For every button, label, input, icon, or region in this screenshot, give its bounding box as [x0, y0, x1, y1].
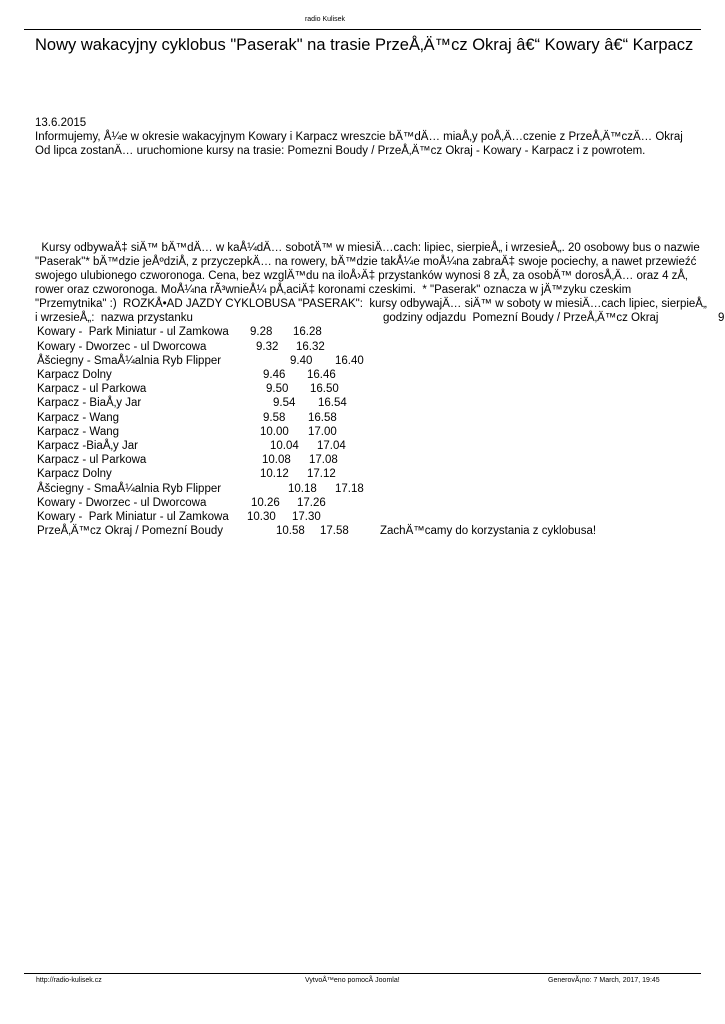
schedule-stop: Kowary - Dworzec - ul Dworcowa [37, 497, 207, 509]
schedule-time-morning: 9.28 [250, 326, 273, 338]
schedule-stop: Karpacz - ul Parkowa [37, 454, 147, 466]
intro-line-2: Od lipca zostanÄ… uruchomione kursy na trasie: Pomezni Boudy / PrzeÅ‚Ä™cz Okraj - Kowary - Karpacz i z powrotem. [35, 145, 646, 157]
schedule-time-afternoon: 17.18 [335, 483, 364, 495]
schedule-stop: Karpacz - BiaÅ‚y Jar [37, 397, 142, 409]
schedule-time-morning: 9.54 [273, 397, 296, 409]
article-title: Nowy wakacyjny cyklobus "Paserak" na trasie PrzeÅ‚Ä™cz Okraj â€“ Kowary â€“ Karpacz [35, 36, 694, 54]
paragraph-line-4: rower oraz czworonoga. MoÅ¼na rÃ³wnieÅ¼ pÅ‚aciÄ‡ koronami czeskimi. * "Paserak" oznacza w jÄ™zyku czeskim [35, 284, 632, 296]
schedule-time-morning: 9.58 [263, 412, 286, 424]
schedule-time-afternoon: 16.46 [307, 369, 336, 381]
intro-line-1: Informujemy, Å¼e w okresie wakacyjnym Kowary i Karpacz wreszcie bÄ™dÄ… miaÅ‚y poÅ‚Ä…czenie z PrzeÅ‚Ä™czÄ… Okraj [35, 131, 683, 143]
schedule-time-afternoon: 17.58 [320, 525, 349, 537]
schedule-stop: Kowary - Park Miniatur - ul Zamkowa [37, 511, 229, 523]
schedule-time-morning: 9.40 [290, 355, 313, 367]
schedule-time-morning: 10.08 [262, 454, 291, 466]
article-date: 13.6.2015 [35, 117, 87, 129]
schedule-time-afternoon: 16.58 [308, 412, 337, 424]
schedule-time-afternoon: 17.04 [317, 440, 346, 452]
schedule-stop: PrzeÅ‚Ä™cz Okraj / Pomezní Boudy [37, 525, 223, 537]
schedule-stop: Karpacz - Wang [37, 426, 120, 438]
schedule-time-afternoon: 17.00 [308, 426, 337, 438]
schedule-time-afternoon: 16.54 [318, 397, 347, 409]
closing-note: ZachÄ™camy do korzystania z cyklobusa! [380, 525, 597, 537]
schedule-time-morning: 10.04 [270, 440, 299, 452]
schedule-stop: Karpacz Dolny [37, 369, 112, 381]
schedule-time-afternoon: 16.40 [335, 355, 364, 367]
schedule-time-morning: 9.50 [266, 383, 289, 395]
schedule-time-afternoon: 17.12 [307, 468, 336, 480]
footer-divider [24, 973, 701, 974]
schedule-stop: Karpacz - Wang [37, 412, 120, 424]
schedule-time-morning: 10.58 [276, 525, 305, 537]
schedule-stop: Karpacz Dolny [37, 468, 112, 480]
schedule-time-afternoon: 16.50 [310, 383, 339, 395]
schedule-time-afternoon: 16.32 [296, 341, 325, 353]
schedule-time-afternoon: 17.30 [292, 511, 321, 523]
paragraph-line-5: "Przemytnika" :) ROZKÅ•AD JAZDY CYKLOBUSA "PASERAK": kursy odbywajÄ… siÄ™ w soboty w miesiÄ…cach lipiec, sierpieÅ„ [35, 298, 707, 310]
schedule-time-morning: 9.32 [256, 341, 279, 353]
schedule-time-morning: 10.18 [288, 483, 317, 495]
schedule-stop: Åšciegny - SmaÅ¼alnia Ryb Flipper [37, 483, 222, 495]
schedule-time-morning: 10.00 [260, 426, 289, 438]
schedule-stop: Åšciegny - SmaÅ¼alnia Ryb Flipper [37, 355, 222, 367]
schedule-time-morning: 10.26 [251, 497, 280, 509]
schedule-stop: Karpacz -BiaÅ‚y Jar [37, 440, 138, 452]
paragraph-line-2: "Paserak"* bÄ™dzie jeÅºdziÅ‚ z przyczepkÄ… na rowery, bÄ™dzie takÅ¼e moÅ¼na zabraÄ‡ swoje pociechy, a nawet przewieźć [35, 256, 697, 268]
schedule-time-morning: 10.30 [247, 511, 276, 523]
site-name: radio Kulisek [304, 16, 346, 23]
paragraph-line-3: swojego ulubionego czworonoga. Cena, bez wzglÄ™du na iloÅ›Ä‡ przystanków wynosi 8 zÅ‚ za osobÄ™ dorosÅ‚Ä… oraz 4 zÅ‚ [35, 270, 688, 282]
schedule-time-afternoon: 16.28 [293, 326, 322, 338]
footer-generated: GenerovÃ¡no: 7 March, 2017, 19:45 [548, 977, 660, 984]
header-divider [24, 29, 701, 30]
paragraph-line-1: Kursy odbywaÄ‡ siÄ™ bÄ™dÄ… w kaÅ¼dÄ… sobotÄ™ w miesiÄ…cach: lipiec, sierpieÅ„ i wrzesieÅ„. 20 osobowy bus o nazwie [35, 242, 700, 254]
footer-created-with: VytvoÅ™eno pomocÃ Joomla! [305, 977, 400, 984]
schedule-stop: Kowary - Dworzec - ul Dworcowa [37, 341, 207, 353]
schedule-stop: Kowary - Park Miniatur - ul Zamkowa [37, 326, 229, 338]
footer-url[interactable]: http://radio-kulisek.cz [36, 977, 102, 984]
schedule-header-cut: 9 [718, 312, 725, 324]
schedule-time-afternoon: 17.08 [309, 454, 338, 466]
schedule-time-morning: 9.46 [263, 369, 286, 381]
schedule-header-stop: i wrzesieÅ„: nazwa przystanku [35, 312, 193, 324]
schedule-stop: Karpacz - ul Parkowa [37, 383, 147, 395]
schedule-time-morning: 10.12 [260, 468, 289, 480]
schedule-header-times: godziny odjazdu Pomezní Boudy / PrzeÅ‚Ä™cz Okraj [383, 312, 659, 324]
schedule-time-afternoon: 17.26 [297, 497, 326, 509]
